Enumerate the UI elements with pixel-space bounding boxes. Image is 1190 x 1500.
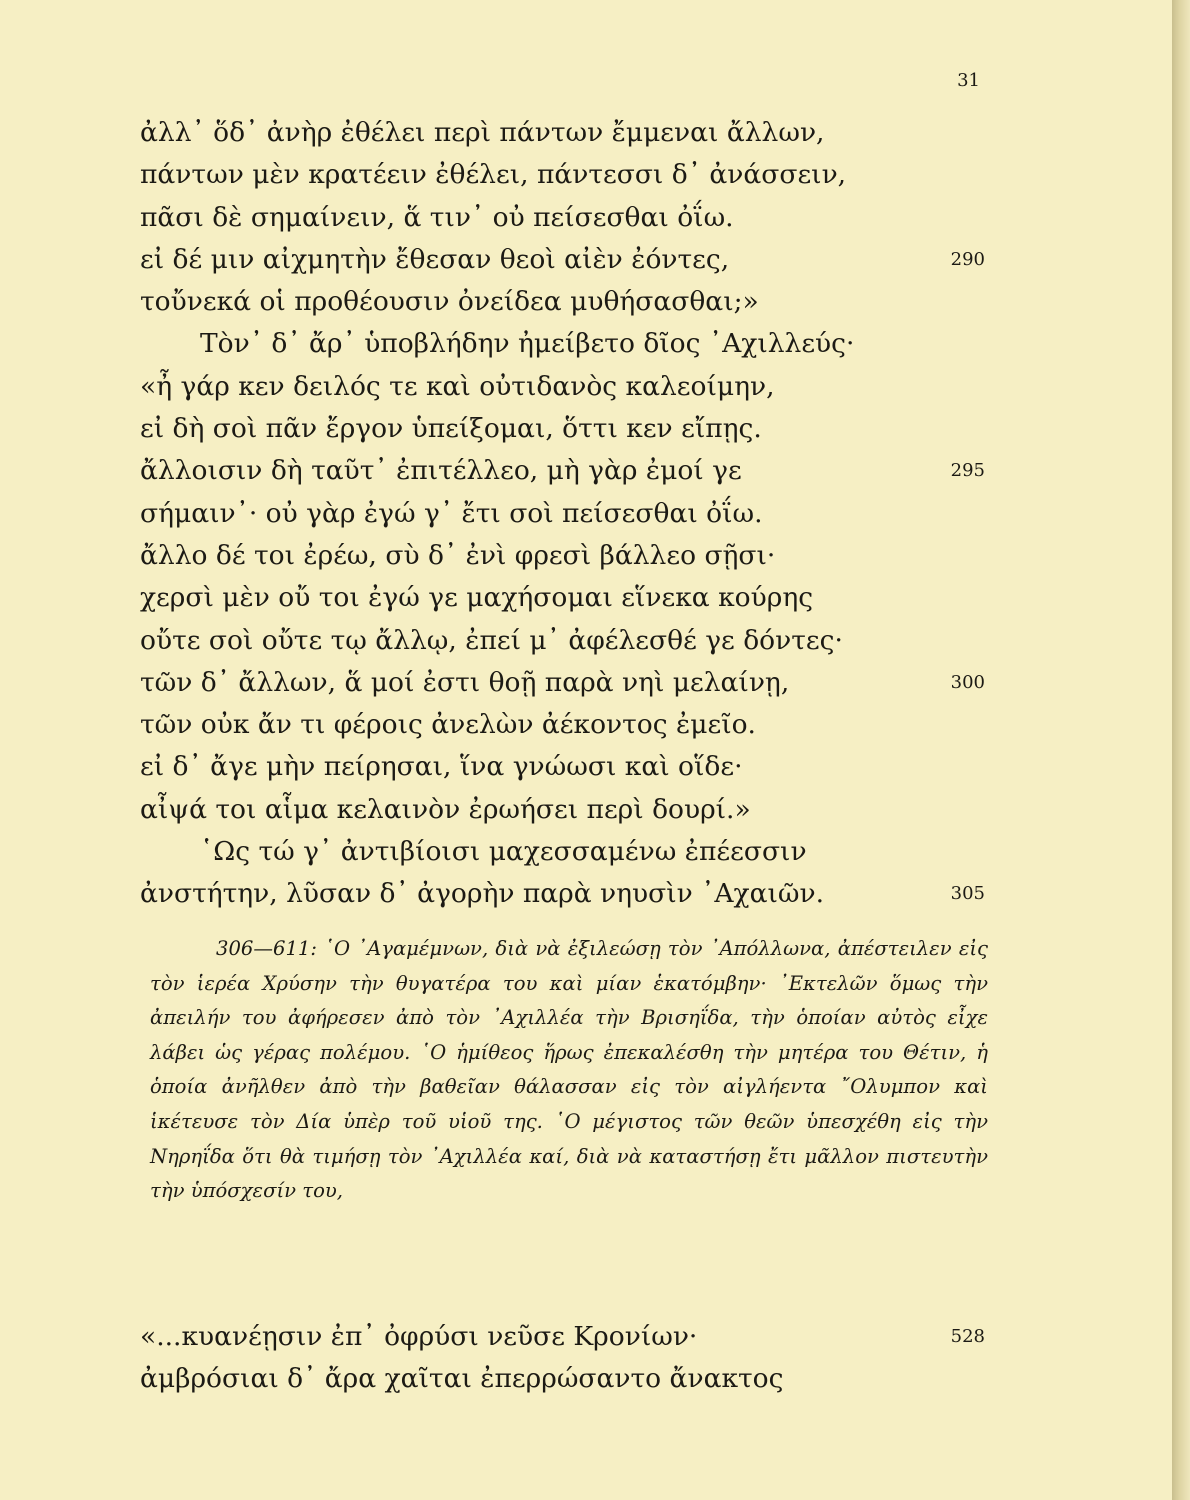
verse-line [140, 746, 1000, 788]
verse-line [140, 535, 1000, 577]
verse-line [140, 873, 1000, 915]
verse-text: Τὸν᾽ δ᾽ ἄρ᾽ ὑποβλήδην ἠμείβετο δῖος ᾿Αχιλλεύς· [200, 328, 855, 360]
page-number: 31 [957, 70, 980, 91]
verse-line [140, 154, 1000, 196]
line-number: 300 [950, 671, 985, 693]
verse-line [140, 197, 1000, 239]
verse-text: εἰ δ᾽ ἄγε μὴν πείρησαι, ἵνα γνώωσι καὶ οἵδε· [140, 751, 743, 783]
verse-line [140, 789, 1000, 831]
verse-text: ἀνστήτην, λῦσαν δ᾽ ἀγορὴν παρὰ νηυσὶν ᾿Αχαιῶν. [140, 878, 825, 910]
verse-text: ἀμβρόσιαι δ᾽ ἄρα χαῖται ἐπερρώσαντο ἄνακτος [140, 1363, 784, 1395]
verse-text: ἀλλ᾽ ὅδ᾽ ἀνὴρ ἐθέλει περὶ πάντων ἔμμεναι ἄλλων, [140, 117, 825, 148]
line-number: 528 [950, 1326, 985, 1347]
verse-text: πᾶσι δὲ σημαίνειν, ἅ τιν᾽ οὐ πείσεσθαι ὀΐω. [140, 201, 734, 233]
verse-line [140, 1358, 1000, 1400]
verse-line [140, 408, 1000, 450]
verse-text: τοὔνεκά οἱ προθέουσιν ὀνείδεα μυθήσασθαι;» [140, 286, 759, 318]
verse-text: τῶν δ᾽ ἄλλων, ἅ μοί ἐστι θοῇ παρὰ νηὶ μελαίνῃ, [140, 666, 790, 698]
verse-line [140, 281, 1000, 323]
verse-line [140, 493, 1000, 535]
verse-text: εἰ δέ μιν αἰχμητὴν ἔθεσαν θεοὶ αἰὲν ἐόντες, [140, 243, 730, 275]
verse-text: τῶν οὐκ ἄν τι φέροις ἀνελὼν ἀέκοντος ἐμεῖο. [140, 709, 756, 741]
verse-text: αἶψά τοι αἷμα κελαινὸν ἐρωήσει περὶ δουρί.» [140, 793, 751, 825]
verse-line [140, 577, 1000, 619]
verse-text: οὔτε σοὶ οὔτε τῳ ἄλλῳ, ἐπεί μ᾽ ἀφέλεσθέ γε δόντες· [140, 624, 843, 656]
verse-line [140, 620, 1000, 662]
line-number: 295 [950, 460, 985, 482]
verse-text: «...κυανέῃσιν ἐπ᾽ ὀφρύσι νεῦσε Κρονίων· [140, 1321, 698, 1352]
verse-text: σήμαιν᾽· οὐ γὰρ ἐγώ γ᾽ ἔτι σοὶ πείσεσθαι ὀΐω. [140, 497, 763, 529]
line-number: 290 [950, 248, 985, 270]
verse-text: πάντων μὲν κρατέειν ἐθέλει, πάντεσσι δ᾽ ἀνάσσειν, [140, 159, 847, 191]
line-number: 305 [950, 883, 985, 905]
verse-line [140, 366, 1000, 408]
verse-line [140, 1316, 1000, 1358]
verse-text: ἄλλο δέ τοι ἐρέω, σὺ δ᾽ ἐνὶ φρεσὶ βάλλεο σῇσι· [140, 539, 776, 571]
verse-line [140, 239, 1000, 281]
verse-text: ἄλλοισιν δὴ ταῦτ᾽ ἐπιτέλλεο, μὴ γὰρ ἐμοί γε [140, 455, 742, 487]
verse-text: χερσὶ μὲν οὔ τοι ἐγώ γε μαχήσομαι εἵνεκα κούρης [140, 582, 814, 614]
verse-text: εἰ δὴ σοὶ πᾶν ἔργον ὑπείξομαι, ὅττι κεν εἴπῃς. [140, 413, 762, 445]
verse-line [140, 704, 1000, 746]
verse-text: ῾Ως τώ γ᾽ ἀντιβίοισι μαχεσσαμένω ἐπέεσσιν [200, 836, 807, 868]
verse-line [140, 323, 1000, 365]
verse-text: «ἦ γάρ κεν δειλός τε καὶ οὐτιδανὸς καλεοίμην, [140, 370, 775, 402]
verse-line [140, 662, 1000, 704]
summary-paragraph: 306—611: ῾Ο ᾿Αγαμέμνων, διὰ νὰ ἐξιλεώσῃ τὸν ᾿Απόλλωνα, ἀπέστειλεν εἰς τὸν ἱερέα Χρύσην τὴν θυγατέρα του καὶ μίαν ἑκατόμβην· ᾿Εκτελῶν ὅμως τὴν ἀπειλήν του ἀφήρεσεν ἀπὸ τὸν ᾿Αχιλλέα τὴν Βρισηΐδα, τὴν ὁποίαν αὐτὸς εἶχε λάβει ὡς γέρας πολέμου. ῾Ο ἡμίθεος ἥρως ἐπεκαλέσθη τὴν μητέρα του Θέτιν, ἡ ὁποία ἀνῆλθεν ἀπὸ τὴν βαθεῖαν θάλασσαν εἰς τὸν αἰγλήεντα ῎Ολυμπον καὶ ἱκέτευσε τὸν Δία ὑπὲρ τοῦ υἱοῦ της. ῾Ο μέγιστος τῶν θεῶν ὑπεσχέθη εἰς τὴν Νηρηΐδα ὅτι θὰ τιμήσῃ τὸν ᾿Αχιλλέα καί, διὰ νὰ καταστήσῃ ἔτι μᾶλλον πιστευτὴν τὴν ὑπόσχεσίν του, [150, 937, 988, 1203]
quote-block [140, 1316, 1000, 1401]
verse-line [140, 112, 1000, 154]
verse-block [140, 112, 1000, 916]
verse-line [140, 831, 1000, 873]
verse-line [140, 450, 1000, 492]
page-edge [1172, 0, 1190, 1500]
